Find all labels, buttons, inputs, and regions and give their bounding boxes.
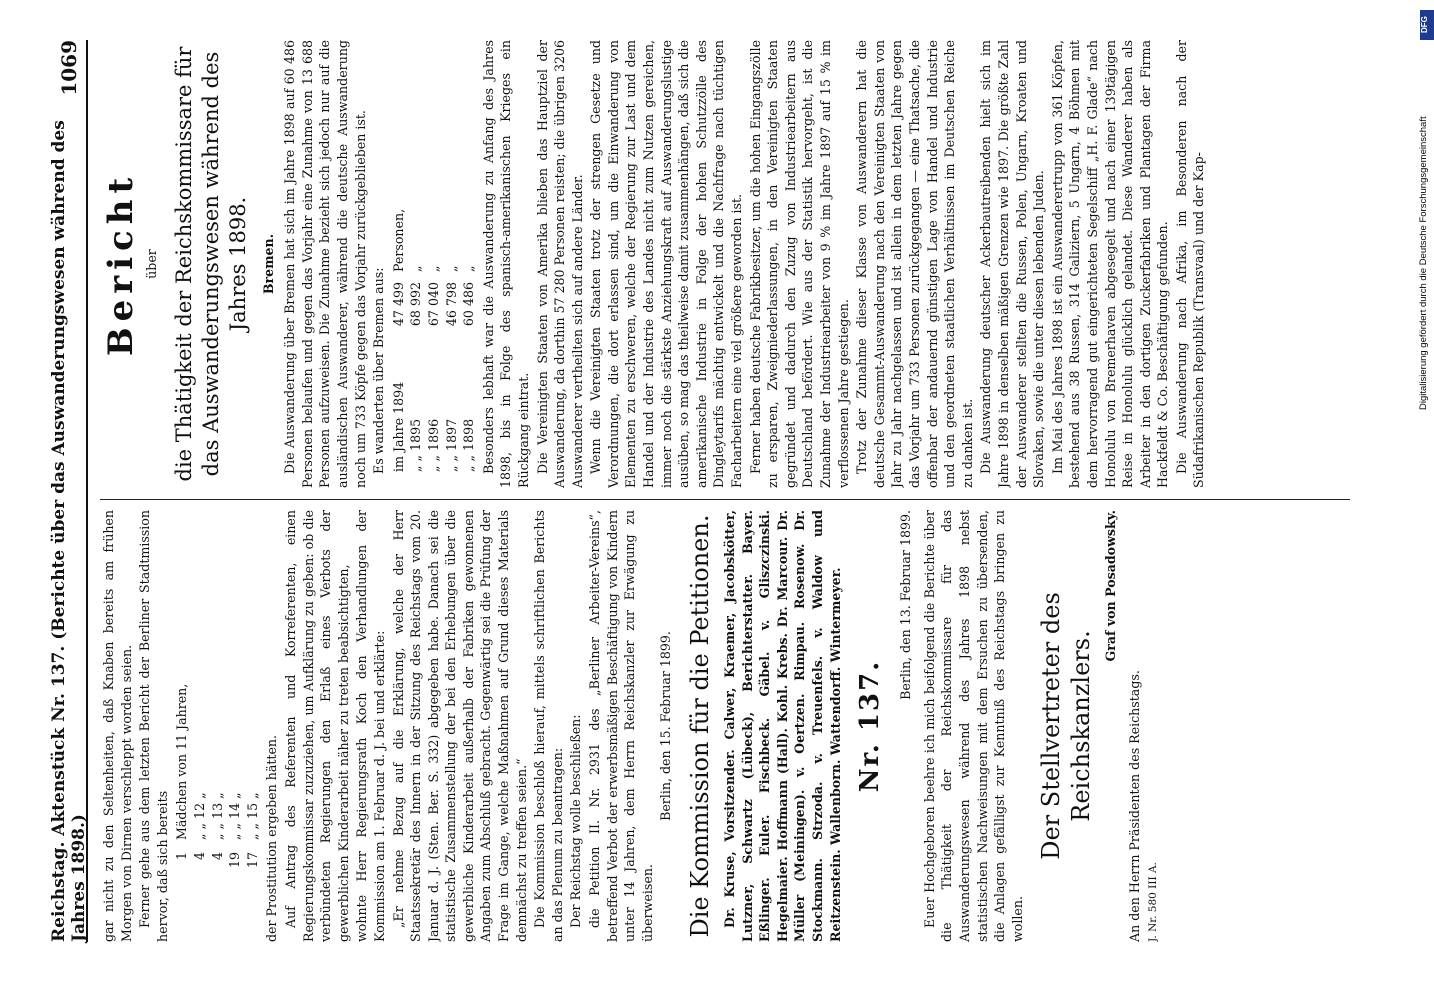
table-row: im Jahre 1894 47 499 Personen, xyxy=(390,208,406,472)
resolution-paragraph: die Petition II. Nr. 2931 des „Berliner Arbeiter-Vereins“, betreffend Verbot der erwerbsmäßigen Beschäftigung von Kindern unter 14 Jahren, dem Herrn Reichskanzler zur Erwägung zu überweisen. xyxy=(587,510,655,942)
emigration-table xyxy=(390,40,478,472)
paragraph: der Prostitution ergeben hätten. xyxy=(264,734,280,942)
signature-title: Der Stellvertreter des Reichskanzlers. xyxy=(1037,592,1096,860)
age-list xyxy=(173,510,261,902)
page-number: 1069 xyxy=(57,40,81,96)
section-heading: Bremen. xyxy=(260,233,276,295)
quote-paragraph: „Er nehme Bezug auf die Erklärung, welche der Herr Staatssekretär des Innern in der Sitzung des Reichstags vom 20. Januar d. J. (Sten. Ber. S. 332) abgegeben habe. Danach sei die statistische Zusammenstellung der bei den Erhebungen über die gewerbliche Kinderarbeit außerhalb der Fabriken gewonnenen Angaben zum Abschluß gebracht. Gegenwärtig sei die Prüfung der Frage im Gange, welche Maßnahmen auf Grund dieses Materials demnächst zu treffen seien.“ xyxy=(390,510,529,942)
signature-name: Graf von Posadowsky. xyxy=(1103,510,1119,662)
list-item: 19 „ „ 14 „ xyxy=(227,792,243,869)
report-title: Bericht xyxy=(101,171,141,357)
paragraph: Die Vereinigten Staaten von Amerika blieben das Hauptziel der Auswanderung, da dorthin 57 280 Personen reisten; die übrigen 3206 Auswanderer vertheilten sich auf andere Länder. xyxy=(534,40,585,488)
table-row: „ „ 1896 67 040 „ xyxy=(425,265,441,472)
column-divider xyxy=(100,499,1350,500)
paragraph: Besonders lebhaft war die Auswanderung zu Anfang des Jahres 1898, bis in Folge des spanisch-amerikanischen Krieges ein Rückgang eintrat. xyxy=(480,40,531,488)
report-subtitle: die Thätigkeit der Reichskommissare für das Auswanderungswesen während des Jahres 1898. xyxy=(171,46,250,482)
paragraph: Wenn die Vereinigten Staaten trotz der strengen Gesetze und Verordnungen, die dort erlassen sind, um die Einwanderung von Elementen zu erschweren, welche der Regierung zur Last und dem Handel und der Industrie des Landes nicht zum Nutzen gereichen, immer noch die stärkste Anziehungskraft auf Auswanderungslustige ausüben, so mag das theilweise damit zusammenhängen, daß sich die amerikanische Industrie in Folge der hohen Schutzzölle des Dingleytarifs mächtig entwickelt und die Nachfrage nach tüchtigen Facharbeitern eine viel größere geworden ist. xyxy=(588,40,745,488)
list-item: 4 „ „ 12 „ xyxy=(191,792,207,861)
paragraph: wohnte Herr Regierungsrath Koch den Verhandlungen der Kommission am 1. Februar d. J. bei und erklärte: xyxy=(354,510,387,942)
table-row: „ „ 1895 68 992 „ xyxy=(408,265,424,472)
paragraph: Auf Antrag des Referenten und Korreferenten, einen Regierungskommissar zuzuziehen, um Aufklärung zu geben: ob die verbündeten Regierungen den Erlaß eines Verbots der gewerblichen Kinderarbeit näher zu treten beabsichtigten, xyxy=(282,510,351,942)
list-item: 4 „ „ 13 „ xyxy=(209,792,225,861)
page-header xyxy=(49,40,89,942)
paragraph: Es wanderten über Bremen aus: xyxy=(371,267,387,474)
paragraph: gar nicht zu den Seltenheiten, daß Knaben bereits am frühen Morgen von Dirnen verschleppt worden seien. xyxy=(101,510,134,942)
funding-note-text: Digitalisierung gefördert durch die Deutsche Forschungsgemeinschaft xyxy=(1418,116,1429,410)
paragraph: Die Auswanderung über Bremen hat sich im Jahre 1898 auf 60 486 Personen belaufen und gegen das Vorjahr eine Zunahme von 13 688 Personen aufzuweisen. Die Zunahme bezieht sich jedoch nur auf die ausländischen Auswanderer, während die deutsche Auswanderung noch um 733 Köpfe gegen das Vorjahr zurückgeblieben ist. xyxy=(282,40,368,488)
list-item: 1 Mädchen von 11 Jahren, xyxy=(174,683,190,861)
document-number: Nr. 137. xyxy=(855,659,886,793)
cover-letter: Euer Hochgeboren beehre ich mich beifolgend die Berichte über die Thätigkeit der Reichskommissare für das Auswanderungswesen während des Jahres 1898 nebst statistischen Nachweisungen mit dem Ersuchen zu übersenden, die Anlagen gefälligst zur Kenntniß des Reichstags bringen zu wollen. xyxy=(921,510,1025,942)
right-column xyxy=(100,40,1350,488)
reference-number: J. Nr. 580 III A. xyxy=(1146,862,1159,942)
report-ueber: über xyxy=(144,249,159,279)
commission-title: Die Kommission für die Petitionen. xyxy=(686,514,714,938)
dfg-logo-icon: DFG xyxy=(1420,10,1434,40)
members-list: Dr. Kruse, Vorsitzender. Calwer, Kraemer, Jacobskötter, Lutzner, Schwartz (Lübeck), Berichterstatter. Bayer. Eßlinger. Euler. Fischbeck. Gäbel. v. Gliszczinski. Hegelmaier. Hoffmann (Hall). Kohl. Krebs. Dr. Marcour. Dr. Müller (Meiningen). v. Oertzen. Rimpau. Rosenow. Dr. Stockmann. Strzoda. v. Treuenfels. v. Waldow und Reitzenstein. Wallenborn. Wattendorff. Wintermeyer. xyxy=(722,510,843,942)
paragraph: Die Auswanderung nach Afrika, im Besonderen nach der Südafrikanischen Republik (Transvaal) und der Kap- xyxy=(1173,40,1207,488)
header-title: Reichstag. Aktenstück Nr. 137. (Berichte über das Auswanderungswesen während des Jahres 1898.) xyxy=(49,120,89,942)
date-line: Berlin, den 13. Februar 1899. xyxy=(898,510,914,700)
paragraph: Im Mai des Jahres 1898 ist ein Auswanderertrupp von 361 Köpfen, bestehend aus 38 Russen, 314 Galiziern, 5 Ungarn, 4 Böhmen mit dem hervorragend gut eingerichteten Segelschiff „H. F. Glade“ nach Honolulu von Bremerhaven abgesegelt und nach einer 139tägigen Reise in Honolulu glücklich gelandet. Diese Wanderer haben als Arbeiter in den dortigen Zuckerfabriken und Plantagen der Firma Hackfeldt & Co. Beschäftigung gefunden. xyxy=(1049,40,1171,488)
table-row: „ „ 1897 46 798 „ xyxy=(443,265,459,472)
left-column xyxy=(100,510,1350,942)
paragraph: Ferner haben deutsche Fabrikbesitzer, um die hohen Eingangszölle zu ersparen, Zweigniederlassungen, in den Vereinigten Staaten gegründet und dadurch den Zuzug von Industriearbeitern aus Deutschland befördert. Wie aus der Statistik hervorgeht, ist die Zunahme der Industriearbeiter von 9 % im Jahre 1897 auf 15 % im verflossenen Jahre gestiegen. xyxy=(747,40,851,488)
addressee: An den Herrn Präsidenten des Reichstags. xyxy=(1126,670,1142,942)
list-item: 17 „ „ 15 „ xyxy=(244,792,260,869)
paragraph: Der Reichstag wolle beschließen: xyxy=(568,714,584,928)
date-line: Berlin, den 15. Februar 1899. xyxy=(658,631,674,821)
paragraph: Ferner gehe aus dem letzten Bericht der Berliner Stadtmission hervor, daß sich bereits xyxy=(137,510,170,942)
funding-note xyxy=(1416,10,1432,410)
paragraph: Die Auswanderung deutscher Ackerbautreibenden hielt sich im Jahre 1898 in denselben mäßigen Grenzen wie 1897. Die größte Zahl der Auswanderer stellten die Russen, Polen, Ungarn, Kroaten und Slovaken, sowie die unter diesen lebenden Juden. xyxy=(978,40,1047,488)
table-row: „ „ 1898 60 486 „ xyxy=(461,265,477,472)
paragraph: Trotz der Zunahme dieser Klasse von Auswanderern hat die deutsche Gesammt-Auswanderung nach den Vereinigten Staaten von Jahr zu Jahr nachgelassen und ist allein in dem letzten Jahre gegen das Vorjahr um 733 Personen zurückgegangen — eine Thatsache, die offenbar der andauernd günstigen Lage von Handel und Industrie und den geordneten staatlichen Verhältnissen im Deutschen Reiche zu danken ist. xyxy=(854,40,975,488)
paragraph: Die Kommission beschloß hierauf, mittels schriftlichen Berichts an das Plenum zu beantragen: xyxy=(532,510,565,942)
